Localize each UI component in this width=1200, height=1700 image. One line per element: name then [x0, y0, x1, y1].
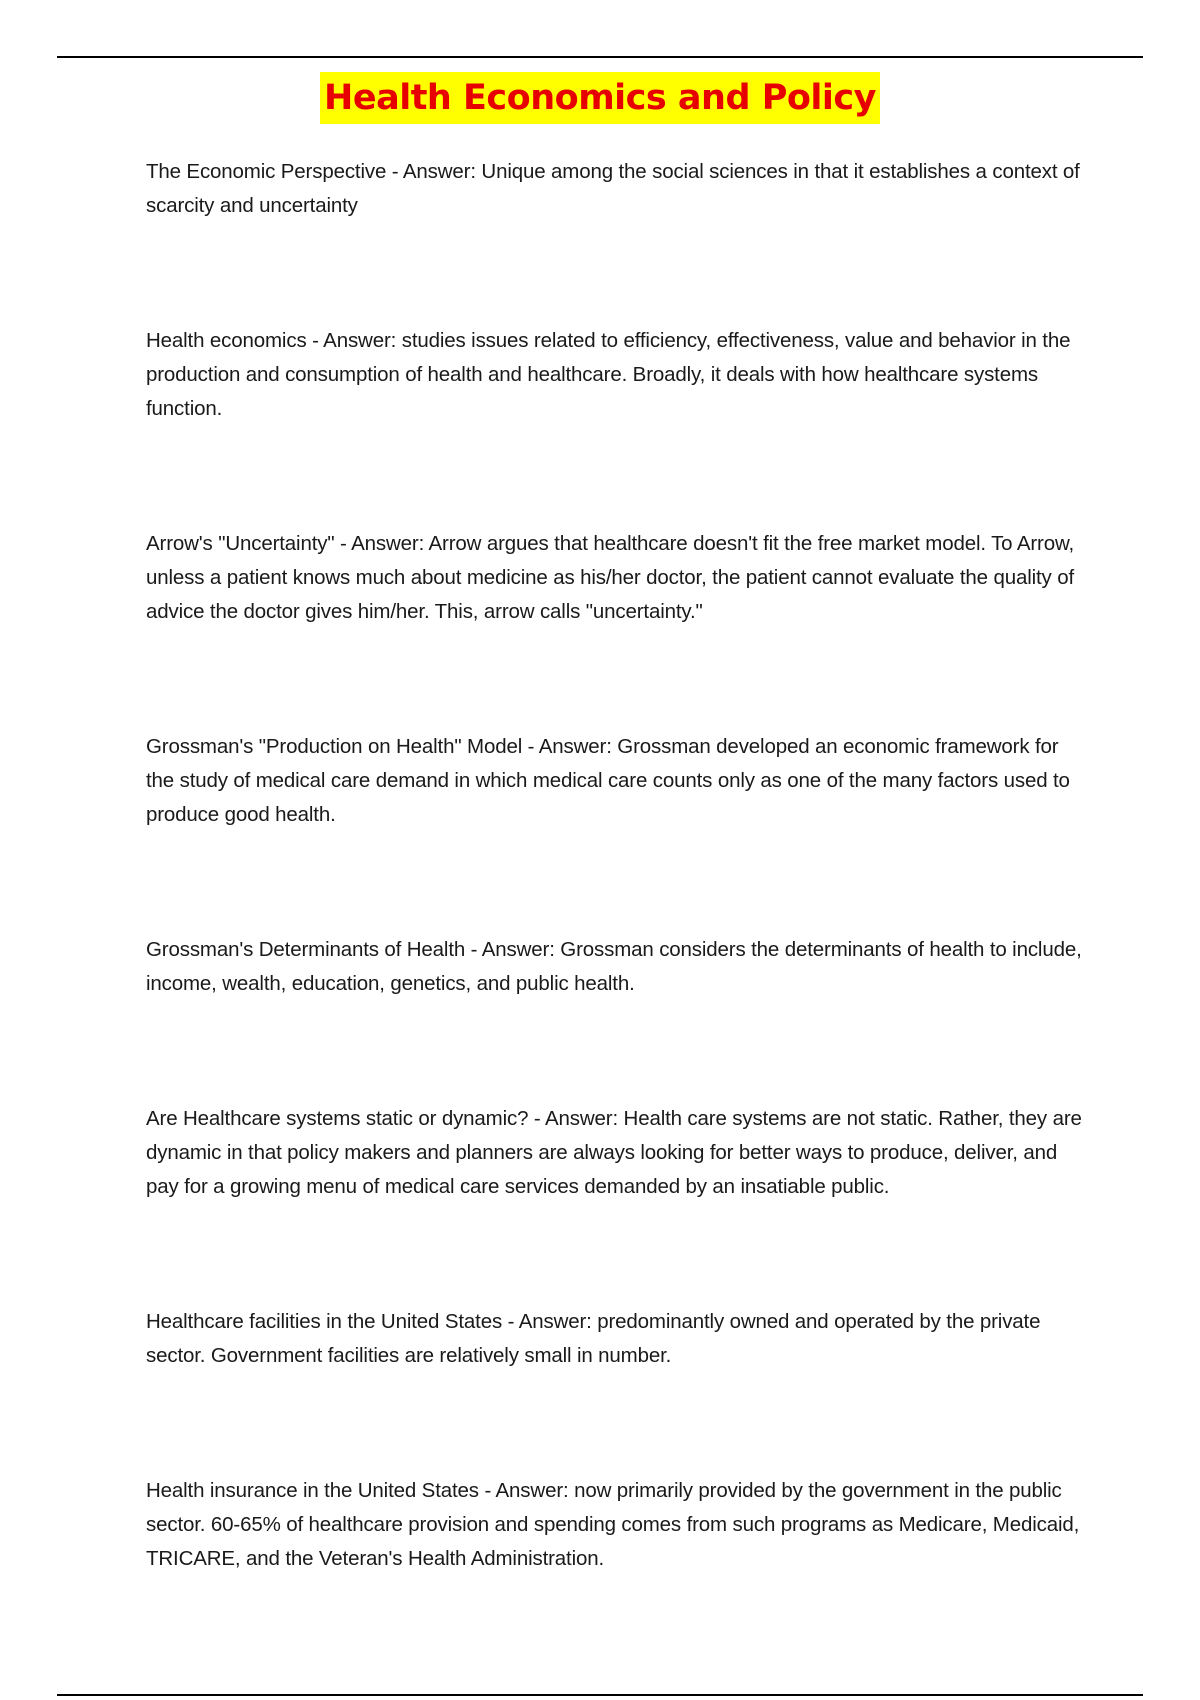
qa-entry: Grossman's "Production on Health" Model - Answer: Grossman developed an economic framework for the study of medical care demand in which medical care counts only as one of the many factors used to produce good health. — [146, 735, 1070, 826]
qa-entry: The Economic Perspective - Answer: Unique among the social sciences in that it establishes a context of scarcity and uncertainty — [146, 160, 1080, 217]
qa-entry: Arrow's "Uncertainty" - Answer: Arrow argues that healthcare doesn't fit the free market model. To Arrow, unless a patient knows much about medicine as his/her doctor, the patient cannot evaluate the quality of advice the doctor gives him/her. This, arrow calls "uncertainty." — [146, 532, 1075, 623]
qa-list — [146, 155, 1086, 1677]
qa-entry: Are Healthcare systems static or dynamic? - Answer: Health care systems are not static. Rather, they are dynamic in that policy makers and planners are always looking for better ways to produce, deliver, and pay for a growing menu of medical care services demanded by an insatiable public. — [146, 1107, 1082, 1198]
qa-entry: Health insurance in the United States - Answer: now primarily provided by the government in the public sector. 60-65% of healthcare provision and spending comes from such programs as Medicare, Medicaid, TRICARE, and the Veteran's Health Administration. — [146, 1479, 1080, 1570]
bottom-divider — [57, 1694, 1143, 1696]
top-divider — [57, 56, 1143, 58]
qa-entry: Grossman's Determinants of Health - Answer: Grossman considers the determinants of health to include, income, wealth, education, genetics, and public health. — [146, 938, 1082, 995]
qa-entry: Health economics - Answer: studies issues related to efficiency, effectiveness, value and behavior in the production and consumption of health and healthcare. Broadly, it deals with how healthcare systems function. — [146, 329, 1071, 420]
document-title: Health Economics and Policy — [320, 72, 880, 124]
title-container — [0, 72, 1200, 124]
qa-entry: Healthcare facilities in the United States - Answer: predominantly owned and operated by the private sector. Government facilities are relatively small in number. — [146, 1310, 1041, 1367]
